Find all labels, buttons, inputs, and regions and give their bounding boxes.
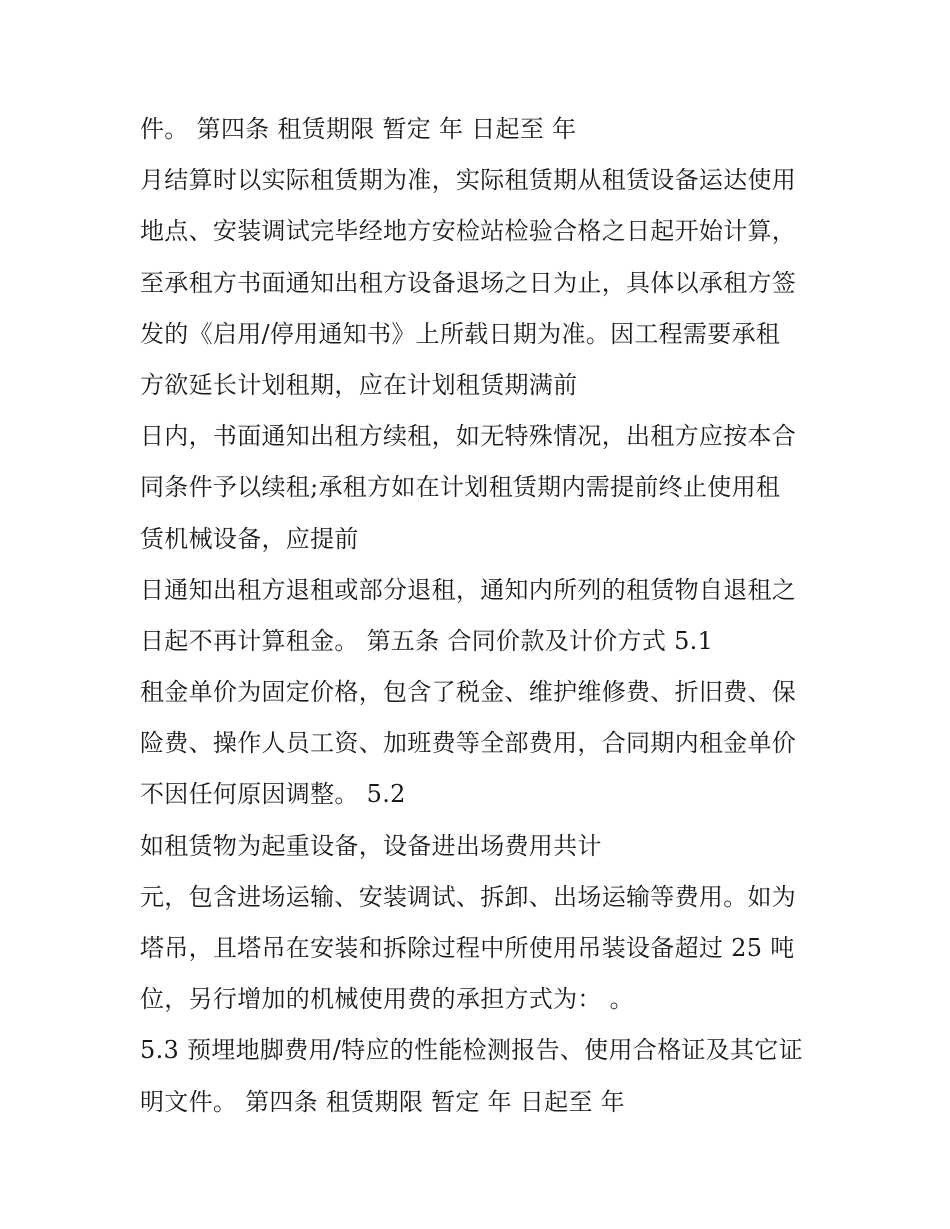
text-line-8: 同条件予以续租;承租方如在计划租赁期内需提前终止使用租	[140, 473, 781, 502]
text-line-4: 至承租方书面通知出租方设备退场之日为止，具体以承租方签	[140, 268, 797, 297]
text-line-13: 险费、操作人员工资、加班费等全部费用，合同期内租金单价	[140, 729, 797, 758]
text-line-5: 发的《启用/停用通知书》上所载日期为准。因工程需要承租	[140, 319, 781, 348]
text-line-6: 方欲延长计划租期，应在计划租赁期满前	[140, 370, 578, 399]
body-text	[140, 104, 830, 1128]
text-line-15: 如租赁物为起重设备，设备进出场费用共计	[140, 831, 602, 860]
text-line-12: 租金单价为固定价格，包含了税金、维护维修费、折旧费、保	[140, 678, 797, 707]
text-line-9: 赁机械设备，应提前	[140, 524, 359, 553]
text-line-17: 塔吊，且塔吊在安装和拆除过程中所使用吊装设备超过 25 吨	[140, 934, 795, 962]
text-line-3: 地点、安装调试完毕经地方安检站检验合格之日起开始计算，	[140, 217, 797, 246]
text-line-19: 5.3 预埋地脚费用/特应的性能检测报告、使用合格证及其它证	[140, 1036, 803, 1065]
text-line-14: 不因任何原因调整。 5.2	[140, 780, 406, 809]
text-line-10: 日通知出租方退租或部分退租，通知内所列的租赁物自退租之	[140, 575, 797, 604]
text-line-18: 位，另行增加的机械使用费的承担方式为： 。	[140, 985, 634, 1014]
text-line-2: 月结算时以实际租赁期为准，实际租赁期从租赁设备运达使用	[140, 166, 797, 195]
text-line-11: 日起不再计算租金。 第五条 合同价款及计价方式 5.1	[140, 626, 714, 655]
text-line-16: 元，包含进场运输、安装调试、拆卸、出场运输等费用。如为	[140, 882, 797, 911]
text-line-20: 明文件。 第四条 租赁期限 暂定 年 日起至 年	[140, 1087, 625, 1116]
text-line-1: 件。 第四条 租赁期限 暂定 年 日起至 年	[140, 115, 577, 143]
text-line-7: 日内，书面通知出租方续租，如无特殊情况，出租方应按本合	[140, 422, 797, 451]
